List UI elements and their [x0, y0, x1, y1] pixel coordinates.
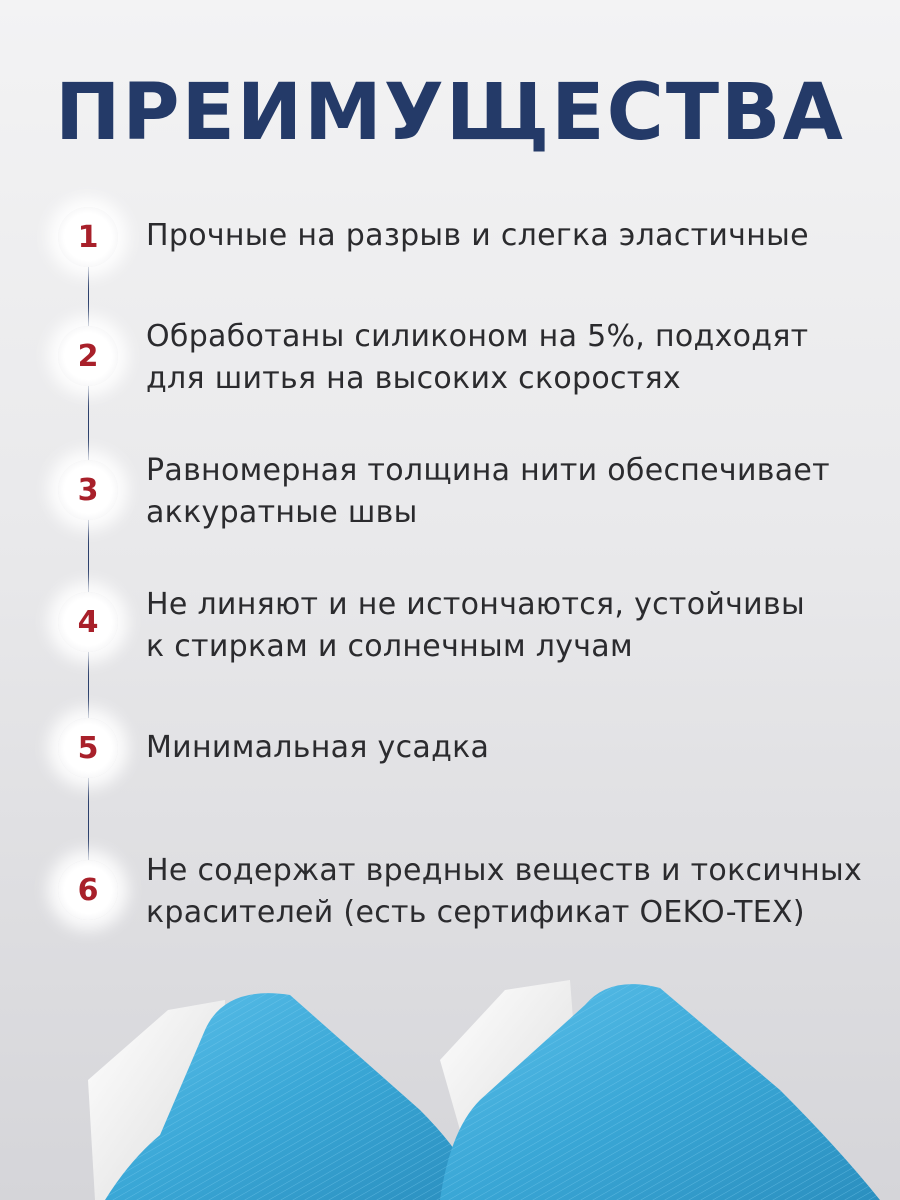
item-text: Прочные на разрыв и слегка эластичные [146, 218, 809, 253]
item-number: 4 [77, 604, 99, 640]
thread-spools-image [0, 960, 900, 1200]
item-number: 6 [77, 872, 99, 908]
item-number: 1 [77, 219, 99, 255]
item-text: Равномерная толщина нити обеспечивает аккуратные швы [146, 453, 830, 530]
number-badge [58, 860, 118, 920]
item-number: 2 [77, 338, 99, 374]
item-number: 5 [77, 730, 99, 766]
item-number: 3 [77, 472, 99, 508]
item-text: Не линяют и не истончаются, устойчивы к стиркам и солнечным лучам [146, 587, 805, 664]
item-text: Не содержат вредных веществ и токсичных красителей (есть сертификат OEKO-TEX) [146, 853, 863, 930]
number-badge [58, 326, 118, 386]
thread-spool-left [88, 993, 480, 1200]
thread-spool-right [440, 980, 880, 1200]
number-badge [58, 207, 118, 267]
page-title: ПРЕИМУЩЕСТВА [55, 68, 845, 158]
item-text: Минимальная усадка [146, 730, 490, 765]
number-badge [58, 718, 118, 778]
item-text: Обработаны силиконом на 5%, подходят для шитья на высоких скоростях [146, 319, 809, 396]
number-badge [58, 460, 118, 520]
number-badge [58, 592, 118, 652]
